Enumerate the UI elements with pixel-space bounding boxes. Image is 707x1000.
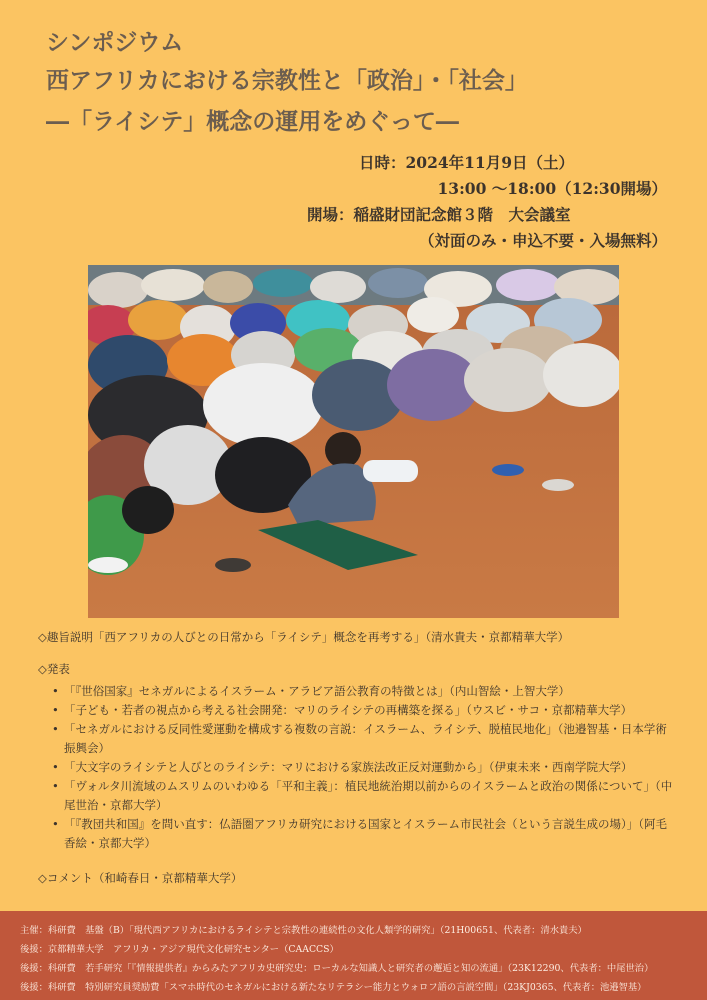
event-time: 13:00 ～18:00（12:30開場） <box>437 179 667 198</box>
event-note: （対面のみ・申込不要・入場無料） <box>418 231 667 250</box>
list-item: • 「セネガルにおける反同性愛運動を構成する複数の言説：イスラーム、ライシテ、脱植民地化」（池邉智基・日本学術振興会） <box>52 720 678 758</box>
program-content <box>38 628 678 887</box>
prayer-photo <box>88 265 619 618</box>
title-line-2: 西アフリカにおける宗教性と「政治」・「社会」 <box>46 67 528 94</box>
symposium-title <box>46 28 686 142</box>
list-item: • 「子ども・若者の視点から考える社会開発：マリのライシテの再構築を探る」（ウスビ・サコ・京都精華大学） <box>52 701 678 720</box>
event-venue: 開場：稲盛財団記念館３階 大会議室 <box>307 205 571 224</box>
presentations-heading: ◇発表 <box>38 662 70 676</box>
footer-line: 後援：科研費 特別研究員奨励費「スマホ時代のセネガルにおける新たなリテラシー能力とウォロフ語の言説空間」（23KJ0365、代表者：池邉智基） <box>20 982 647 993</box>
sponsor-footer <box>0 911 707 1000</box>
footer-line: 後援：京都精華大学 アフリカ・アジア現代文化研究センター（CAACCS） <box>20 944 339 955</box>
comment-text: ◇コメント（和崎春日・京都精華大学） <box>38 871 243 885</box>
list-item: • 「大文字のライシテと人びとのライシテ：マリにおける家族法改正反対運動から」（伊東未来・西南学院大学） <box>52 758 678 777</box>
footer-line: 主催：科研費 基盤（B）「現代西アフリカにおけるライシテと宗教性の連続性の文化人類学的研究」（21H00651、代表者：清水貴夫） <box>20 925 587 936</box>
event-info <box>307 150 667 254</box>
event-date: 日時：2024年11月9日（土） <box>359 153 574 172</box>
title-line-3: ―「ライシテ」概念の運用をめぐって― <box>46 108 459 135</box>
footer-line: 後援：科研費 若手研究「『情報提供者』からみたアフリカ史研究史：ローカルな知識人と研究者の邂逅と知の流通」（23K12290、代表者：中尾世治） <box>20 963 654 974</box>
title-line-1: シンポジウム <box>46 29 184 56</box>
list-item: • 「『世俗国家』セネガルによるイスラーム・アラビア語公教育の特徴とは」（内山智絵・上智大学） <box>52 682 678 701</box>
intro-text: ◇趣旨説明「西アフリカの人びとの日常から「ライシテ」概念を再考する」（清水貴夫・京都精華大学） <box>38 630 570 644</box>
list-item: • 「『教団共和国』を問い直す：仏語圏アフリカ研究における国家とイスラーム市民社会（という言説生成の場）」（阿毛香絵・京都大学） <box>52 815 678 853</box>
presentation-list <box>38 682 678 853</box>
list-item: • 「ヴォルタ川流域のムスリムのいわゆる「平和主義」：植民地統治期以前からのイスラームと政治の関係について」（中尾世治・京都大学） <box>52 777 678 815</box>
